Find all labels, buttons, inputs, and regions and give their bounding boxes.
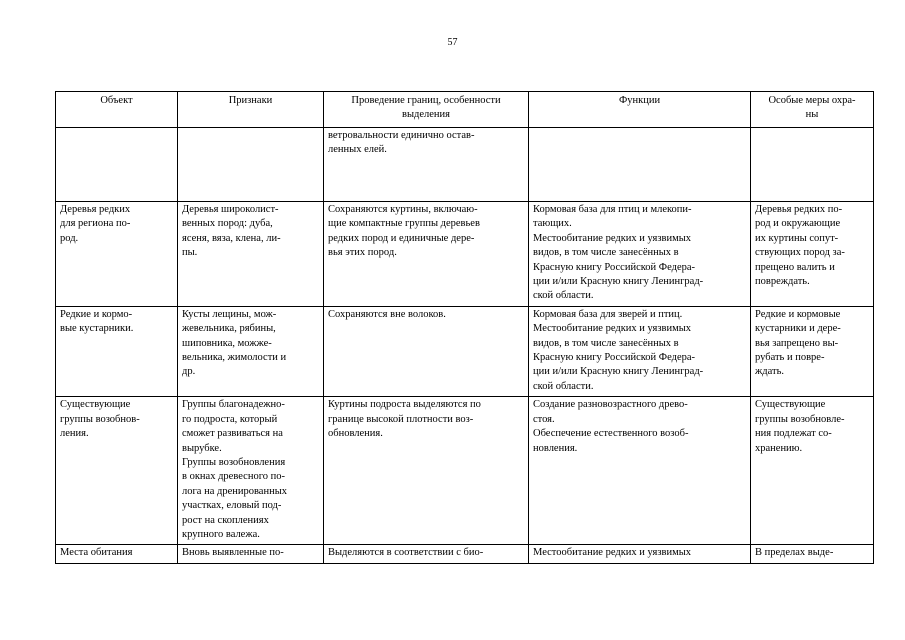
cell-line: Красную книгу Российской Федера- [533, 352, 696, 364]
cell-line: обновления. [328, 428, 383, 440]
table-row [56, 306, 874, 396]
cell-line: ния подлежат со- [755, 428, 832, 440]
cell-line: Группы возобновления [182, 456, 286, 468]
cell-line: видов, в том числе занесённых в [533, 337, 679, 349]
cell-line: род и окружающие [755, 218, 841, 230]
cell-object [56, 128, 178, 202]
cell-line: Красную книгу Российской Федера- [533, 261, 696, 273]
cell-functions [529, 545, 751, 563]
cell-line: сможет развиваться на [182, 428, 283, 440]
table-row [56, 545, 874, 563]
cell-line: ждать. [755, 366, 784, 378]
cell-line: Группы благонадежно- [182, 399, 285, 411]
cell-line: ской области. [533, 290, 594, 302]
cell-line: группы возобновле- [755, 413, 845, 425]
header-functions: Функции [529, 92, 751, 128]
cell-line: рост на скоплениях [182, 514, 269, 526]
cell-line: щие компактные группы деревьев [328, 218, 480, 230]
cell-line: вые кустарники. [60, 323, 134, 335]
cell-features [178, 306, 324, 396]
cell-functions [529, 397, 751, 545]
cell-line: Кусты лещины, мож- [182, 308, 277, 320]
cell-line: пы. [182, 247, 198, 259]
cell-line: ленных елей. [328, 144, 387, 156]
cell-line: Куртины подроста выделяются по [328, 399, 481, 411]
cell-line: шиповника, можже- [182, 337, 272, 349]
cell-line: Местообитание редких и уязвимых [533, 323, 692, 335]
cell-boundaries [324, 128, 529, 202]
page-number: 57 [447, 37, 458, 48]
cell-line: вья этих пород. [328, 247, 397, 259]
cell-measures [751, 128, 874, 202]
cell-line: Деревья редких по- [755, 204, 843, 215]
cell-line: Существующие [60, 399, 131, 411]
cell-line: новления. [533, 442, 578, 454]
cell-functions [529, 128, 751, 202]
cell-line: тающих. [533, 218, 572, 230]
cell-features [178, 397, 324, 545]
cell-line: род. [60, 232, 79, 244]
cell-boundaries [324, 545, 529, 563]
cell-line: Сохраняются куртины, включаю- [328, 204, 478, 215]
table-row [56, 128, 874, 202]
cell-line: видов, в том числе занесённых в [533, 247, 679, 259]
cell-line: ской области. [533, 380, 594, 392]
cell-object [56, 545, 178, 563]
cell-line: Местообитание редких и уязвимых [533, 232, 692, 244]
cell-line: редких пород и единичные дере- [328, 232, 475, 244]
table-row [56, 397, 874, 545]
cell-line: Сохраняются вне волоков. [328, 308, 446, 320]
table-row [56, 202, 874, 307]
cell-line: прещено валить и [755, 261, 835, 273]
cell-line: Создание разновозрастного древо- [533, 399, 688, 411]
cell-measures [751, 545, 874, 563]
cell-line: стоя. [533, 413, 555, 425]
cell-line: их куртины сопут- [755, 232, 839, 244]
cell-line: Редкие и кормо- [60, 308, 133, 320]
cell-line: Обеспечение естественного возоб- [533, 428, 689, 440]
cell-line: границе высокой плотности воз- [328, 413, 474, 425]
cell-line: ствующих пород за- [755, 247, 845, 259]
cell-line: венных пород: дуба, [182, 218, 273, 230]
cell-line: Кормовая база для птиц и млекопи- [533, 204, 692, 215]
cell-line: вырубке. [182, 442, 222, 454]
cell-line: Деревья широколист- [182, 204, 279, 215]
cell-measures [751, 397, 874, 545]
cell-line: ции и/или Красную книгу Ленинград- [533, 366, 704, 378]
cell-boundaries [324, 202, 529, 307]
cell-line: кустарники и дере- [755, 323, 841, 335]
cell-line: хранению. [755, 442, 803, 454]
cell-line: Вновь выявленные по- [182, 547, 284, 559]
cell-line: ветровальности единично остав- [328, 130, 475, 141]
cell-boundaries [324, 306, 529, 396]
cell-line: Места обитания [60, 547, 133, 559]
cell-line: для региона по- [60, 218, 131, 230]
cell-line: Редкие и кормовые [755, 308, 841, 320]
header-object: Объект [56, 92, 178, 128]
cell-line: др. [182, 366, 196, 378]
cell-line: Местообитание редких и уязвимых [533, 547, 692, 559]
cell-features [178, 128, 324, 202]
cell-line: Выделяются в соответствии с био- [328, 547, 484, 559]
document-table [55, 91, 874, 564]
cell-line: В пределах выде- [755, 547, 834, 559]
cell-line: Кормовая база для зверей и птиц. [533, 308, 683, 320]
cell-line: Деревья редких [60, 204, 131, 215]
cell-object [56, 306, 178, 396]
cell-line: жевельника, рябины, [182, 323, 276, 335]
cell-line: ления. [60, 428, 89, 440]
cell-features [178, 202, 324, 307]
cell-measures [751, 202, 874, 307]
cell-line: вья запрещено вы- [755, 337, 839, 349]
cell-features [178, 545, 324, 563]
cell-line: ясеня, вяза, клена, ли- [182, 232, 281, 244]
cell-line: вельника, жимолости и [182, 352, 287, 364]
cell-functions [529, 202, 751, 307]
cell-object [56, 202, 178, 307]
cell-line: в окнах древесного по- [182, 471, 285, 483]
cell-line: лога на дренированных [182, 485, 287, 497]
cell-boundaries [324, 397, 529, 545]
cell-line: крупного валежа. [182, 528, 260, 540]
table-header-row [56, 92, 874, 128]
header-boundaries: Проведение границ, особенности выделения [324, 92, 529, 128]
header-features: Признаки [178, 92, 324, 128]
cell-object [56, 397, 178, 545]
cell-line: Существующие [755, 399, 826, 411]
cell-line: участках, еловый под- [182, 500, 282, 512]
header-measures: Особые меры охра- ны [751, 92, 874, 128]
cell-functions [529, 306, 751, 396]
cell-line: го подроста, который [182, 413, 278, 425]
cell-line: ции и/или Красную книгу Ленинград- [533, 276, 704, 288]
cell-line: рубать и повре- [755, 352, 825, 364]
cell-line: группы возобнов- [60, 413, 140, 425]
cell-line: повреждать. [755, 276, 810, 288]
cell-measures [751, 306, 874, 396]
